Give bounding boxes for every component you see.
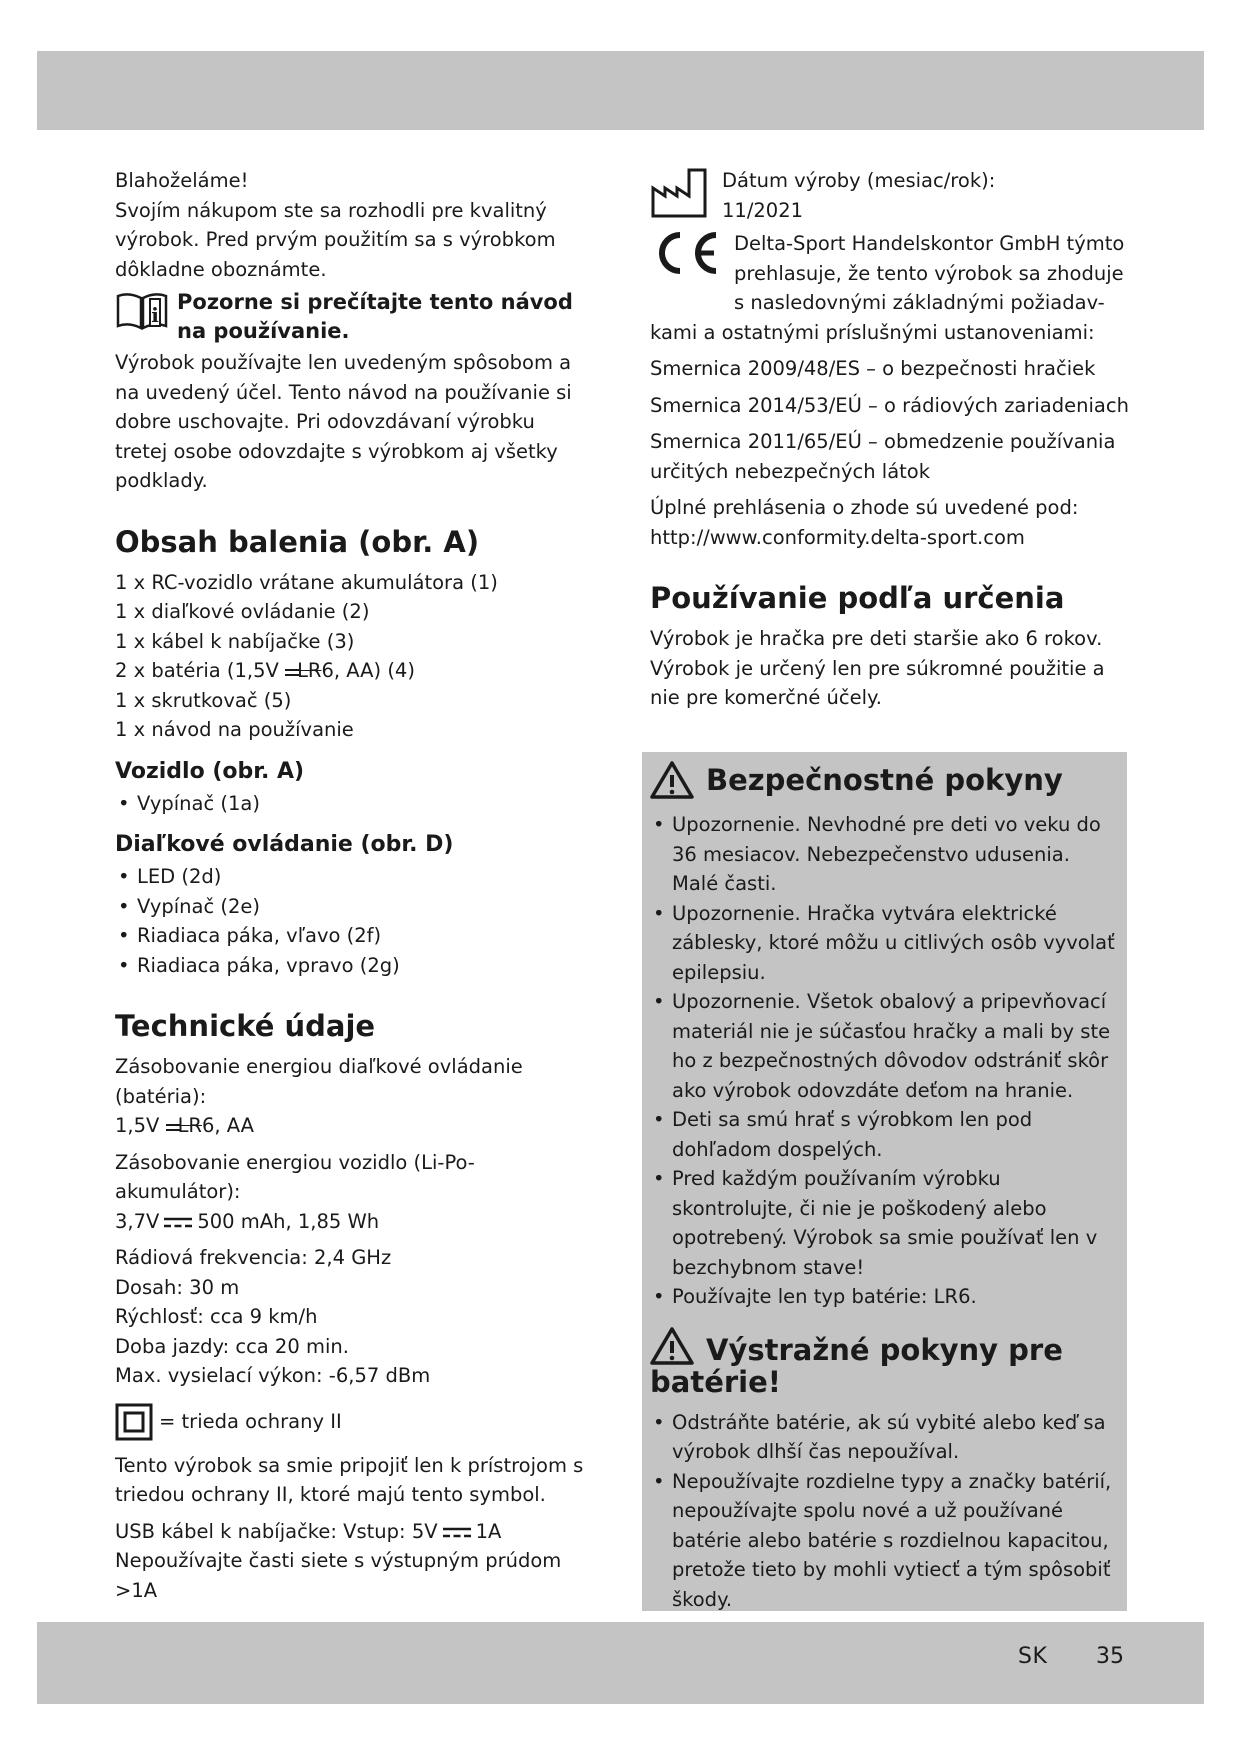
remote-power-value: 1,5V LR6, AA	[115, 1114, 255, 1137]
list-item: 1 x RC-vozidlo vrátane akumulátora (1)	[115, 570, 498, 594]
list-item: • Vypínač (1a)	[115, 789, 593, 819]
vehicle-power-value: 3,7V 500 mAh, 1,85 Wh	[115, 1209, 380, 1233]
usage-text: Výrobok používajte len uvedeným spôsobom a na uvedený účel. Tento návod na používanie si dobre uschovajte. Pri odovzdávaní výrobku tretej osobe odovzdajte s výrobkom aj všetky podklady.	[115, 351, 572, 492]
safety-list	[650, 810, 1120, 1312]
list-item: • Deti sa smú hrať s výrobkom len pod dohľadom dospelých.	[650, 1105, 1120, 1164]
intended-use-heading: Používanie podľa určenia	[650, 581, 1065, 615]
contents-list	[115, 568, 593, 745]
list-item: • Riadiaca páka, vľavo (2f)	[115, 921, 593, 951]
directive-item: Smernica 2014/53/EÚ – o rádiových zariadeniach	[650, 393, 1129, 417]
range: Dosah: 30 m	[115, 1275, 240, 1299]
list-item-battery	[115, 656, 593, 686]
greeting: Blahoželáme!	[115, 169, 249, 192]
frequency: Rádiová frekvencia: 2,4 GHz	[115, 1246, 392, 1269]
vehicle-list	[115, 789, 593, 819]
protection-note: Tento výrobok sa smie pripojiť len k prístrojom s triedou ochrany II, ktoré majú tento symbol.	[115, 1453, 584, 1506]
list-item: 1 x návod na používanie	[115, 718, 354, 741]
conformity-declaration-end: kami a ostatnými príslušnými ustanoveniami:	[650, 320, 1095, 344]
list-item: • Vypínač (2e)	[115, 892, 593, 922]
header-band	[37, 51, 1204, 130]
footer-language: SK	[1018, 1644, 1048, 1669]
notice-text: Pozorne si prečítajte tento návod na používanie.	[177, 290, 573, 343]
dc-symbol-icon	[443, 1525, 471, 1539]
directive-item: Smernica 2011/65/EÚ – obmedzenie používania určitých nebezpečných látok	[650, 430, 1116, 483]
contents-heading: Obsah balenia (obr. A)	[115, 524, 480, 559]
list-item: 1 x kábel k nabíjačke (3)	[115, 629, 355, 653]
remote-list	[115, 862, 593, 980]
list-item: • Riadiaca páka, vpravo (2g)	[115, 951, 593, 981]
mains-note: Nepoužívajte časti siete s výstupným prúdom >1A	[115, 1549, 562, 1602]
right-column	[650, 166, 1130, 713]
list-item: • Odstráňte batérie, ak sú vybité alebo keď sa výrobok dlhší čas nepoužíval.	[650, 1408, 1120, 1467]
speed: Rýchlosť: cca 9 km/h	[115, 1305, 318, 1328]
class-ii-icon	[115, 1403, 153, 1441]
warning-icon	[650, 760, 694, 800]
list-item: 1 x skrutkovač (5)	[115, 688, 292, 712]
list-item: 1 x diaľkové ovládanie (2)	[115, 600, 370, 623]
list-item: • Upozornenie. Všetok obalový a pripevňovací materiál nie je súčasťou hračky a mali by ste ho z bezpečnostných dôvodov odstrániť skôr ako výrobok odovzdáte deťom na hranie.	[650, 987, 1120, 1105]
conformity-declaration-start: Delta-Sport Handelskontor GmbH týmto prehlasuje, že tento výrobok sa zhoduje s nasledovnými základnými požiadav-	[734, 232, 1125, 314]
intended-use-text: Výrobok je hračka pre deti staršie ako 6 rokov. Výrobok je určený len pre súkromné použitie a nie pre komerčné účely.	[650, 627, 1105, 709]
battery-warning-heading: Výstražné pokyny pre batérie!	[650, 1326, 1120, 1398]
battery-text-pre: 2 x batéria (1,5V	[115, 659, 286, 682]
conformity-block	[650, 229, 1130, 318]
list-item: • LED (2d)	[115, 862, 593, 892]
remote-heading: Diaľkové ovládanie (obr. D)	[115, 832, 454, 857]
max-power: Max. vysielací výkon: -6,57 dBm	[115, 1364, 431, 1387]
warning-icon	[650, 1326, 694, 1366]
protection-class-text: = trieda ochrany II	[159, 1409, 342, 1433]
manufacture-date-value: 11/2021	[722, 198, 804, 222]
manufacture-label: Dátum výroby (mesiac/rok):	[722, 169, 996, 192]
conformity-url[interactable]: http://www.conformity.delta-sport.com	[650, 525, 1025, 549]
purchase-text: Svojím nákupom ste sa rozhodli pre kvalitný výrobok. Pred prvým použitím sa s výrobkom dôkladne oboznámte.	[115, 198, 556, 281]
read-notice	[115, 288, 593, 346]
full-declaration: Úplné prehlásenia o zhode sú uvedené pod:	[650, 496, 1079, 519]
battery-text-post: 6, AA) (4)	[321, 659, 415, 682]
manufacture-date	[650, 166, 1130, 225]
list-item: • Pred každým používaním výrobku skontrolujte, či nie je poškodený alebo opotrebený. Výrobok sa smie používať len v bezchybnom stave!	[650, 1164, 1120, 1282]
book-info-icon	[115, 288, 169, 334]
remote-power: Zásobovanie energiou diaľkové ovládanie (batéria):	[115, 1055, 523, 1108]
list-item: • Upozornenie. Hračka vytvára elektrické záblesky, ktoré môžu u citlivých osôb vyvolať epilepsiu.	[650, 899, 1120, 988]
list-item: • Upozornenie. Nevhodné pre deti vo veku do 36 mesiacov. Nebezpečenstvo udusenia. Malé časti.	[650, 810, 1120, 899]
dc-symbol-icon	[164, 1215, 192, 1229]
battery-code: LR	[285, 659, 321, 682]
vehicle-power: Zásobovanie energiou vozidlo (Li-Po-akumulátor):	[115, 1150, 475, 1203]
svg-text:i: i	[151, 303, 159, 327]
technical-heading: Technické údaje	[115, 1009, 376, 1043]
usb-input: USB kábel k nabíjačke: Vstup: 5V 1A	[115, 1519, 502, 1543]
factory-icon	[650, 166, 708, 218]
list-item: • Nepoužívajte rozdielne typy a značky batérií, nepoužívajte spolu nové a už používané batérie alebo batérie s rozdielnou kapacitou, pretože tieto by mohli vytiecť a tým spôsobiť škody.	[650, 1467, 1120, 1615]
page-number: 35	[1096, 1644, 1124, 1669]
battery-warning-list	[650, 1408, 1120, 1615]
left-column	[115, 166, 593, 1647]
vehicle-heading: Vozidlo (obr. A)	[115, 758, 305, 784]
safety-heading: Bezpečnostné pokyny	[650, 760, 1120, 800]
directive-item: Smernica 2009/48/ES – o bezpečnosti hračiek	[650, 357, 1096, 380]
ce-mark	[650, 229, 722, 277]
drive-time: Doba jazdy: cca 20 min.	[115, 1334, 349, 1358]
safety-box	[642, 752, 1127, 1611]
protection-class-row	[115, 1403, 593, 1441]
list-item: • Používajte len typ batérie: LR6.	[650, 1282, 1120, 1312]
